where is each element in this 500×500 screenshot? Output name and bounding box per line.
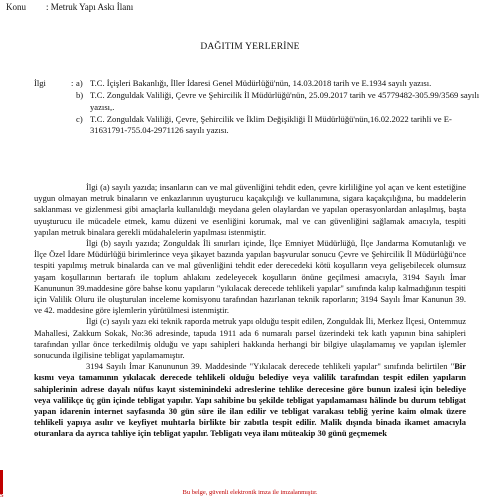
document-body [34,182,466,440]
e-signature-notice: Bu belge, güvenli elektronik imza ile imzalanmıştır. [182,489,318,496]
reference-label: İlgi : [34,78,74,88]
paragraph-2: İlgi (b) sayılı yazıda; Zonguldak İli sınırları içinde, İlçe Emniyet Müdürlüğü, İlçe Jandarma Komutanlığı ve İlçe Özel İdare Müdürlüğü birimlerince veya şikayet bazında yapılan başvurular sonucu Çevre ve Şehircilik İl Müdürlüğü'nce tespiti yapılmış metruk binalarda can ve mal güvenliğini tehdit eder derecedeki kötü koşulların veya gelişebilecek olumsuz yaşam koşullarının bertarafı ile toplum ahlakını zedeleyecek koşulların önüne geçilmesi amacıyla, 3194 Sayılı İmar Kanununun 39.maddesine göre bahse konu yapıların "yıkılacak derecede tehlikeli yapılar" sınıfında kalıp kalmadığının tespiti için Valilik Oluru ile oluşturulan inceleme komisyonu tarafından hazırlanan teknik raporların; 3194 Sayılı İmar Kanunun 39. ve 42. maddesine göre işlemlerin yürütülmesi istenmiştir. [34,238,466,316]
paragraph-1: İlgi (a) sayılı yazıda; insanların can ve mal güvenliğini tehdit eden, çevre kirliliğine yol açan ve kent estetiğine uygun olmayan metruk binaların ve enkazlarının uyuşturucu kaçakçılığı ve kullanımına, sigara kaçakçılığına, bu maddelerin saklanması ve gizlenmesi gibi amaçlarla kullanıldığı meydana gelen olaylardan ve yapılan operasyonlardan anlaşılmış, başta uyuşturucu ile mücadele etmek, kamu düzeni ve esenliğini korumak, mal ve can güvenliğini sağlamak amacıyla, tespiti yapılan metruk binalara gerekli müdahalelerin yapılması istenmiştir. [34,182,466,237]
footer-fragment: S [0,492,4,499]
reference-list [34,78,480,136]
paragraph-3: İlgi (c) sayılı yazı eki teknik raporda metruk yapı olduğu tespit edilen, Zonguldak İli, Merkez İlçesi, Ontemmuz Mahallesi, Zakkum Sokak, No:36 adresinde, tapuda 1911 ada 6 numaralı parsel üzerindeki tek katlı yapının bina sahipleri tarafından yıllar önce terkedilmiş olduğu ve yapı sahipleri hakkında herhangi bir bilgiye ulaşılamamış ve yapılan işlemler sonucunda ilgilisine tebligat yapılamamıştır. [34,316,466,361]
paragraph-4-bold: Bir kısmı veya tamamının yıkılacak derecede tehlikeli olduğu belediye veya valilik tarafından tespit edilen yapıların sahiplerinin adrese dayalı nüfus kayıt sisteminindeki adreslerine tehlike derecesine göre bunun izalesi için belediye veya valilikçe üç gün içinde tebligat yapılır. Yapı sahibine bu şekilde tebligat yapılamaması hâlinde bu durum tebligat yapan idarenin internet sayfasında 30 gün süre ile ilan edilir ve tebligat varakası tebliğ yerine kaim olmak üzere tehlikeli yapıya asılır ve keyfiyet muhtarla birlikte bir zabıtla tespit edilir. Malik dışında binada ikamet amacıyla oturanlara da ayrıca tahliye için tebligat yapılır. Tebligatı veya ilanı müteakip 30 günü geçmemek [34,361,466,439]
subject-value: : Metruk Yapı Askı İlanı [46,2,134,12]
subject-label: Konu [6,2,26,12]
subject-line [6,2,133,12]
reference-item-c: c) T.C. Zonguldak Valiliği, Çevre, Şehircilik ve İklim Değişikliği İl Müdürlüğü'nün,16.02.2022 tarihli ve E-31631791-755.04-2971126 sayılı yazısı. [76,113,452,136]
paragraph-4: 3194 Sayılı İmar Kanununun 39. Maddesinde "Yıkılacak derecede tehlikeli yapılar" sınıfında belirtilen "Bir kısmı veya tamamının yıkılacak derecede tehlikeli olduğu belediye veya valilik tarafından tespit edilen yapıların sahiplerinin adrese dayalı nüfus kayıt sisteminindeki adreslerine tehlike derecesine göre bunun izalesi için belediye veya valilikçe üç gün içinde tebligat yapılır. Yapı sahibine bu şekilde tebligat yapılamaması hâlinde bu durum tebligat yapan idarenin internet sayfasında 30 gün süre ile ilan edilir ve tebligat varakası tebliğ yerine kaim olmak üzere tehlikeli yapıya asılır ve keyfiyet muhtarla birlikte bir zabıtla tespit edilir. Malik dışında binada ikamet amacıyla oturanlara da ayrıca tahliye için tebligat yapılır. Tebligatı veya ilanı müteakip 30 günü geçmemek [34,361,466,439]
reference-item-b: b) T.C. Zonguldak Valiliği, Çevre ve Şehircilik İl Müdürlüğü'nün, 25.09.2017 tarih ve 45779482-305.99/3569 sayılı yazısı,. [76,90,480,112]
reference-section [34,78,480,137]
reference-item-a: a) T.C. İçişleri Bakanlığı, İller İdaresi Genel Müdürlüğü'nün, 14.03.2018 tarih ve E.1934 sayılı yazısı. [76,78,432,88]
distribution-title: DAĞITIM YERLERİNE [200,42,300,52]
